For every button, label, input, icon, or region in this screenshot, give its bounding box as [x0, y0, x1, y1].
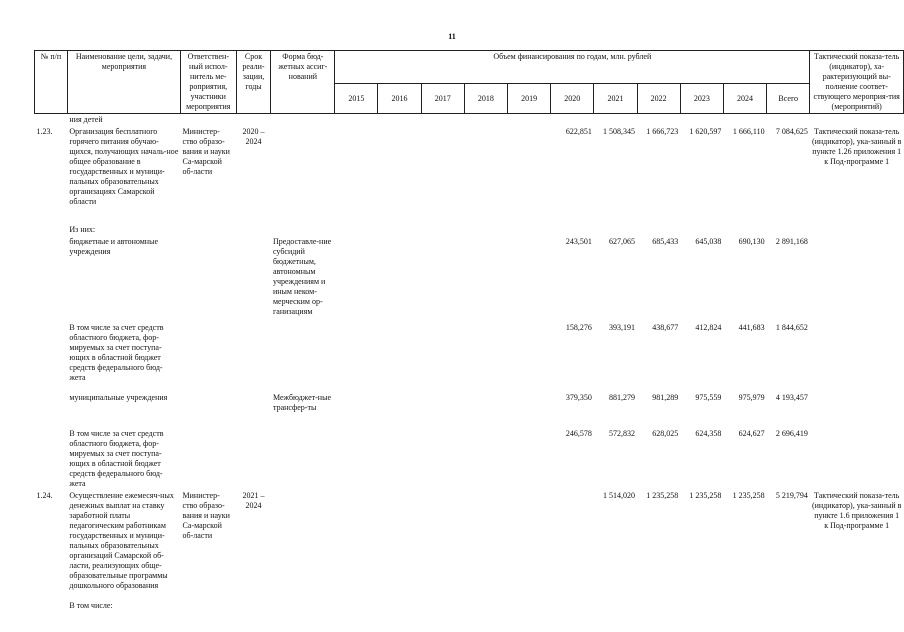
row-value: 622,851 — [565, 127, 592, 136]
row-value — [551, 490, 594, 600]
row-responsible — [181, 322, 237, 392]
row-value: 1 666,110 — [732, 127, 765, 136]
row-value — [464, 236, 507, 322]
row-form — [271, 224, 335, 236]
row-value: 243,501 — [565, 237, 592, 246]
header-year: 2018 — [464, 84, 507, 114]
row-value: 624,358 — [695, 429, 722, 438]
row-term — [236, 224, 271, 236]
row-value — [680, 114, 723, 127]
financing-table — [34, 50, 904, 614]
row-value — [507, 392, 550, 428]
row-value — [680, 224, 723, 236]
row-value — [507, 114, 550, 127]
header-year: Всего — [767, 84, 810, 114]
row-value — [378, 224, 421, 236]
row-value — [335, 490, 378, 600]
header-num: № п/п — [35, 51, 68, 114]
row-value — [464, 392, 507, 428]
header-year: 2016 — [378, 84, 421, 114]
row-value — [421, 600, 464, 614]
row-value: 1 666,723 — [646, 127, 679, 136]
row-value: 881,279 — [609, 393, 636, 402]
row-value: 1 620,597 — [689, 127, 722, 136]
row-value — [378, 392, 421, 428]
row-name: Организация бесплатного горячего питания обучаю-щихся, получающих началь-ное общее образование в государственных и муници-пальных образовательных организациях Самарской области — [69, 127, 179, 206]
row-responsible — [181, 236, 237, 322]
row-value: 628,025 — [652, 429, 679, 438]
row-num: 1.24. — [36, 491, 53, 500]
row-indicator — [810, 600, 904, 614]
row-value — [421, 392, 464, 428]
row-num — [35, 600, 68, 614]
row-value — [507, 224, 550, 236]
row-value — [335, 392, 378, 428]
table-row — [35, 126, 904, 224]
row-value: 645,038 — [695, 237, 722, 246]
row-value — [680, 600, 723, 614]
row-value — [594, 600, 637, 614]
row-value — [767, 114, 810, 127]
table-row — [35, 236, 904, 322]
row-term: 2020 – 2024 — [242, 127, 265, 146]
row-form — [271, 600, 335, 614]
header-name: Наименование цели, задачи, мероприятия — [67, 51, 180, 114]
row-value: 438,677 — [652, 323, 679, 332]
row-value — [637, 114, 680, 127]
row-responsible — [181, 428, 237, 490]
page-number: 11 — [448, 32, 456, 41]
row-value: 5 219,794 — [775, 491, 808, 500]
header-year: 2019 — [507, 84, 550, 114]
row-value — [421, 428, 464, 490]
table-row — [35, 490, 904, 600]
row-name: Осуществление ежемесяч-ных денежных выплат на ставку заработной платы педагогическим работникам государственных и муници-пальных образовательных организаций Самарской об-ласти, реализующих обще-образовательные программы дошкольного образования — [69, 491, 174, 590]
table-row — [35, 114, 904, 127]
row-value — [594, 114, 637, 127]
row-responsible — [181, 224, 237, 236]
header-year: 2017 — [421, 84, 464, 114]
row-value — [507, 600, 550, 614]
row-indicator — [810, 114, 904, 127]
row-value — [421, 224, 464, 236]
table-row — [35, 600, 904, 614]
row-value — [464, 126, 507, 224]
row-name: В том числе за счет средств областного бюджета, фор-мируемых за счет поступа-ющих в областной бюджет средств федерального бюд-жета — [69, 429, 164, 488]
row-value — [507, 428, 550, 490]
row-value: 158,276 — [565, 323, 592, 332]
row-num — [35, 322, 68, 392]
row-value — [723, 224, 766, 236]
header-indicator: Тактический показа-тель (индикатор), ха-рактеризующий вы-полнение соответ-ствующего мероприя-тия (мероприятий) — [810, 51, 904, 114]
row-value: 2 696,419 — [775, 429, 808, 438]
row-value — [723, 114, 766, 127]
row-value — [378, 428, 421, 490]
row-num: 1.23. — [36, 127, 53, 136]
row-value: 246,578 — [565, 429, 592, 438]
row-form — [271, 428, 335, 490]
row-value: 379,350 — [565, 393, 592, 402]
row-value: 690,130 — [738, 237, 765, 246]
row-num — [35, 392, 68, 428]
table-row — [35, 428, 904, 490]
header-term: Срок реали-зации, годы — [236, 51, 271, 114]
row-value: 393,191 — [609, 323, 636, 332]
row-value: 7 084,625 — [775, 127, 808, 136]
table-row — [35, 322, 904, 392]
row-value — [507, 490, 550, 600]
row-value — [594, 224, 637, 236]
table-row — [35, 392, 904, 428]
row-value: 975,559 — [695, 393, 722, 402]
row-value: 981,289 — [652, 393, 679, 402]
row-value: 1 235,258 — [689, 491, 722, 500]
row-value — [723, 600, 766, 614]
table-row — [35, 224, 904, 236]
row-name: Из них: — [69, 225, 96, 234]
row-value — [767, 600, 810, 614]
header-year: 2020 — [551, 84, 594, 114]
row-value — [767, 224, 810, 236]
row-value — [378, 126, 421, 224]
row-value — [335, 126, 378, 224]
row-form — [271, 126, 335, 224]
row-value — [421, 114, 464, 127]
row-term — [236, 114, 271, 127]
row-value: 572,832 — [609, 429, 636, 438]
row-value — [335, 224, 378, 236]
row-term — [236, 392, 271, 428]
row-value: 685,433 — [652, 237, 679, 246]
row-value — [421, 490, 464, 600]
row-term — [236, 322, 271, 392]
row-responsible: Министер-ство образо-вания и науки Са-марской об-ласти — [182, 127, 230, 176]
row-responsible — [181, 114, 237, 127]
row-value: 1 235,258 — [732, 491, 765, 500]
row-value — [378, 490, 421, 600]
row-num — [35, 114, 68, 127]
row-value: 441,683 — [738, 323, 765, 332]
row-value — [335, 428, 378, 490]
row-form: Межбюджет-ные трансфер-ты — [272, 393, 332, 412]
row-value — [551, 600, 594, 614]
row-value — [507, 126, 550, 224]
row-value: 975,979 — [738, 393, 765, 402]
row-term — [236, 236, 271, 322]
row-indicator — [810, 392, 904, 428]
row-form: Предоставле-ние субсидий бюджетным, автономным учреждениям и иным неком-мерческим ор-ганизациям — [272, 237, 332, 316]
row-indicator: Тактический показа-тель (индикатор), ука-занный в пункте 1.6 приложения 1 к Под-программе 1 — [811, 491, 902, 530]
row-name: В том числе за счет средств областного бюджета, фор-мируемых за счет поступа-ющих в областной бюджет средств федерального бюд-жета — [69, 323, 164, 382]
row-term: 2021 – 2024 — [242, 491, 265, 510]
row-name: бюджетные и автономные учреждения — [69, 237, 158, 256]
header-year: 2024 — [723, 84, 766, 114]
row-value — [378, 114, 421, 127]
row-value: 1 508,345 — [603, 127, 636, 136]
row-responsible: Министер-ство образо-вания и науки Са-марской об-ласти — [182, 491, 230, 540]
row-term — [236, 600, 271, 614]
row-value — [637, 224, 680, 236]
row-value: 627,065 — [609, 237, 636, 246]
row-value — [378, 600, 421, 614]
row-value — [464, 600, 507, 614]
row-value: 4 193,457 — [775, 393, 808, 402]
row-term — [236, 428, 271, 490]
row-value — [378, 236, 421, 322]
header-responsible: Ответствен-ный испол-нитель ме-роприятия, участники мероприятия — [181, 51, 237, 114]
row-indicator — [810, 322, 904, 392]
row-value: 412,824 — [695, 323, 722, 332]
header-year: 2022 — [637, 84, 680, 114]
row-value — [421, 236, 464, 322]
header-funding: Объем финансирования по годам, млн. рублей — [335, 51, 810, 84]
row-responsible — [181, 600, 237, 614]
row-value — [378, 322, 421, 392]
row-num — [35, 236, 68, 322]
header-year: 2021 — [594, 84, 637, 114]
row-value — [464, 490, 507, 600]
row-value — [551, 224, 594, 236]
row-value — [637, 600, 680, 614]
row-form — [271, 322, 335, 392]
row-indicator — [810, 236, 904, 322]
header-year: 2023 — [680, 84, 723, 114]
header-form: Форма бюд-жетных ассиг-нований — [271, 51, 335, 114]
table-body — [35, 114, 904, 615]
row-name: ния детей — [69, 115, 103, 124]
row-value: 1 235,258 — [646, 491, 679, 500]
row-value — [335, 322, 378, 392]
row-name: муниципальные учреждения — [69, 393, 168, 402]
row-value — [464, 114, 507, 127]
row-value — [421, 126, 464, 224]
row-value: 1 514,020 — [603, 491, 636, 500]
row-indicator — [810, 224, 904, 236]
row-name: В том числе: — [69, 601, 113, 610]
row-value — [335, 114, 378, 127]
row-form — [271, 114, 335, 127]
row-value — [551, 114, 594, 127]
row-form — [271, 490, 335, 600]
row-value — [507, 322, 550, 392]
table-header — [35, 51, 904, 114]
row-value — [335, 600, 378, 614]
row-value: 1 844,652 — [775, 323, 808, 332]
row-value — [464, 322, 507, 392]
row-value — [464, 428, 507, 490]
row-value: 2 891,168 — [775, 237, 808, 246]
row-indicator — [810, 428, 904, 490]
row-value — [507, 236, 550, 322]
row-num — [35, 428, 68, 490]
row-value — [421, 322, 464, 392]
row-value — [464, 224, 507, 236]
row-responsible — [181, 392, 237, 428]
row-indicator: Тактический показа-тель (индикатор), ука-занный в пункте 1.26 приложения 1 к Под-программе 1 — [811, 127, 902, 166]
row-value: 624,627 — [738, 429, 765, 438]
row-num — [35, 224, 68, 236]
row-value — [335, 236, 378, 322]
header-year: 2015 — [335, 84, 378, 114]
